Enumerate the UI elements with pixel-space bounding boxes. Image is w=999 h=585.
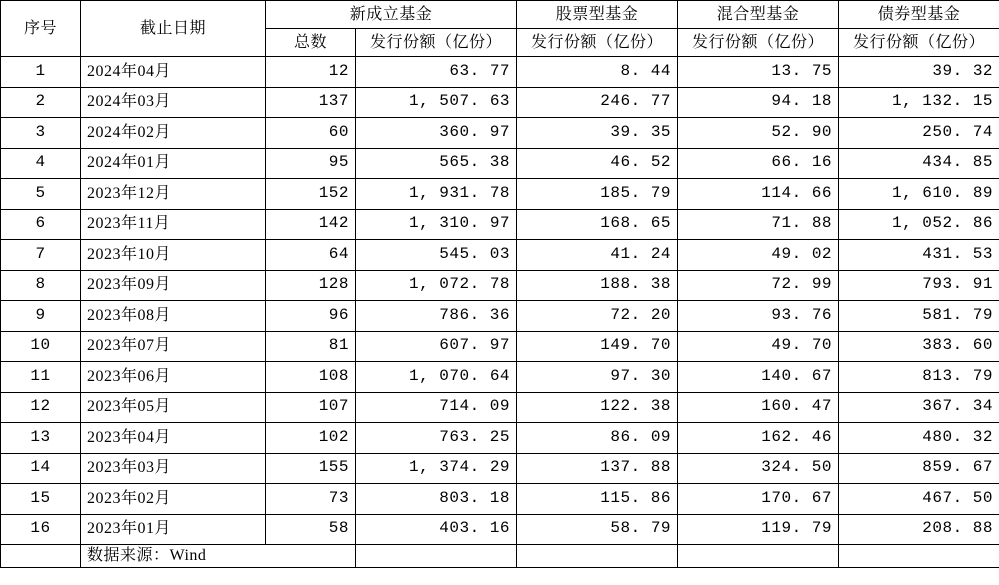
source-blank-3 bbox=[678, 545, 839, 568]
cell-date: 2023年04月 bbox=[81, 423, 266, 454]
cell-new-total: 137 bbox=[266, 87, 356, 118]
header-sub-new-amount: 发行份额（亿份） bbox=[356, 29, 517, 57]
cell-bond-amount: 467. 50 bbox=[839, 484, 999, 515]
cell-mixed-amount: 49. 70 bbox=[678, 331, 839, 362]
cell-mixed-amount: 66. 16 bbox=[678, 148, 839, 179]
cell-stock-amount: 122. 38 bbox=[517, 392, 678, 423]
cell-stock-amount: 39. 35 bbox=[517, 118, 678, 149]
cell-new-total: 108 bbox=[266, 362, 356, 393]
table-row bbox=[1, 453, 999, 484]
cell-bond-amount: 480. 32 bbox=[839, 423, 999, 454]
cell-new-amount: 545. 03 bbox=[356, 240, 517, 271]
cell-stock-amount: 188. 38 bbox=[517, 270, 678, 301]
cell-new-total: 81 bbox=[266, 331, 356, 362]
cell-stock-amount: 137. 88 bbox=[517, 453, 678, 484]
table-row bbox=[1, 179, 999, 210]
cell-new-total: 73 bbox=[266, 484, 356, 515]
cell-new-amount: 1, 070. 64 bbox=[356, 362, 517, 393]
cell-date: 2024年02月 bbox=[81, 118, 266, 149]
cell-new-amount: 1, 072. 78 bbox=[356, 270, 517, 301]
cell-index: 5 bbox=[1, 179, 81, 210]
cell-date: 2023年07月 bbox=[81, 331, 266, 362]
cell-new-total: 60 bbox=[266, 118, 356, 149]
table-row bbox=[1, 57, 999, 88]
cell-stock-amount: 115. 86 bbox=[517, 484, 678, 515]
cell-new-amount: 360. 97 bbox=[356, 118, 517, 149]
cell-bond-amount: 1, 132. 15 bbox=[839, 87, 999, 118]
cell-index: 3 bbox=[1, 118, 81, 149]
cell-date: 2024年03月 bbox=[81, 87, 266, 118]
cell-mixed-amount: 162. 46 bbox=[678, 423, 839, 454]
cell-date: 2023年12月 bbox=[81, 179, 266, 210]
cell-index: 9 bbox=[1, 301, 81, 332]
table-row bbox=[1, 514, 999, 545]
cell-mixed-amount: 93. 76 bbox=[678, 301, 839, 332]
cell-date: 2023年08月 bbox=[81, 301, 266, 332]
cell-mixed-amount: 114. 66 bbox=[678, 179, 839, 210]
header-sub-new-total: 总数 bbox=[266, 29, 356, 57]
table-row bbox=[1, 118, 999, 149]
table-row bbox=[1, 484, 999, 515]
cell-stock-amount: 72. 20 bbox=[517, 301, 678, 332]
cell-stock-amount: 8. 44 bbox=[517, 57, 678, 88]
cell-new-total: 96 bbox=[266, 301, 356, 332]
cell-stock-amount: 168. 65 bbox=[517, 209, 678, 240]
cell-new-total: 64 bbox=[266, 240, 356, 271]
cell-bond-amount: 208. 88 bbox=[839, 514, 999, 545]
cell-new-total: 155 bbox=[266, 453, 356, 484]
header-group-bond-funds: 债券型基金 bbox=[839, 1, 999, 29]
cell-bond-amount: 581. 79 bbox=[839, 301, 999, 332]
cell-mixed-amount: 119. 79 bbox=[678, 514, 839, 545]
cell-index: 8 bbox=[1, 270, 81, 301]
cell-date: 2024年04月 bbox=[81, 57, 266, 88]
cell-new-total: 142 bbox=[266, 209, 356, 240]
table-header bbox=[1, 1, 999, 57]
cell-stock-amount: 86. 09 bbox=[517, 423, 678, 454]
cell-new-amount: 1, 507. 63 bbox=[356, 87, 517, 118]
header-sub-bond-amount: 发行份额（亿份） bbox=[839, 29, 999, 57]
cell-bond-amount: 813. 79 bbox=[839, 362, 999, 393]
source-blank-left bbox=[1, 545, 81, 568]
source-blank-4 bbox=[839, 545, 999, 568]
cell-stock-amount: 97. 30 bbox=[517, 362, 678, 393]
header-row-groups bbox=[1, 1, 999, 29]
table-row bbox=[1, 240, 999, 271]
cell-new-amount: 607. 97 bbox=[356, 331, 517, 362]
table-row bbox=[1, 362, 999, 393]
header-index: 序号 bbox=[1, 1, 81, 57]
cell-date: 2023年03月 bbox=[81, 453, 266, 484]
cell-new-amount: 786. 36 bbox=[356, 301, 517, 332]
cell-index: 12 bbox=[1, 392, 81, 423]
header-group-stock-funds: 股票型基金 bbox=[517, 1, 678, 29]
header-group-mixed-funds: 混合型基金 bbox=[678, 1, 839, 29]
header-sub-stock-amount: 发行份额（亿份） bbox=[517, 29, 678, 57]
cell-index: 2 bbox=[1, 87, 81, 118]
cell-new-total: 128 bbox=[266, 270, 356, 301]
cell-new-total: 58 bbox=[266, 514, 356, 545]
cell-bond-amount: 859. 67 bbox=[839, 453, 999, 484]
source-note: 数据来源：Wind bbox=[81, 545, 356, 568]
cell-stock-amount: 58. 79 bbox=[517, 514, 678, 545]
cell-bond-amount: 367. 34 bbox=[839, 392, 999, 423]
cell-new-amount: 403. 16 bbox=[356, 514, 517, 545]
table-row bbox=[1, 87, 999, 118]
cell-new-amount: 565. 38 bbox=[356, 148, 517, 179]
cell-mixed-amount: 72. 99 bbox=[678, 270, 839, 301]
cell-date: 2023年01月 bbox=[81, 514, 266, 545]
cell-new-amount: 714. 09 bbox=[356, 392, 517, 423]
cell-new-amount: 1, 310. 97 bbox=[356, 209, 517, 240]
cell-date: 2023年10月 bbox=[81, 240, 266, 271]
table-body bbox=[1, 57, 999, 568]
cell-index: 4 bbox=[1, 148, 81, 179]
cell-new-amount: 1, 931. 78 bbox=[356, 179, 517, 210]
source-blank-2 bbox=[517, 545, 678, 568]
table-row bbox=[1, 301, 999, 332]
cell-mixed-amount: 71. 88 bbox=[678, 209, 839, 240]
table-row bbox=[1, 270, 999, 301]
cell-index: 16 bbox=[1, 514, 81, 545]
source-blank-1 bbox=[356, 545, 517, 568]
cell-mixed-amount: 94. 18 bbox=[678, 87, 839, 118]
cell-index: 7 bbox=[1, 240, 81, 271]
cell-mixed-amount: 324. 50 bbox=[678, 453, 839, 484]
cell-date: 2023年09月 bbox=[81, 270, 266, 301]
source-row bbox=[1, 545, 999, 568]
cell-index: 13 bbox=[1, 423, 81, 454]
cell-mixed-amount: 52. 90 bbox=[678, 118, 839, 149]
cell-new-amount: 803. 18 bbox=[356, 484, 517, 515]
cell-index: 10 bbox=[1, 331, 81, 362]
cell-index: 15 bbox=[1, 484, 81, 515]
cell-mixed-amount: 49. 02 bbox=[678, 240, 839, 271]
cell-date: 2024年01月 bbox=[81, 148, 266, 179]
cell-stock-amount: 149. 70 bbox=[517, 331, 678, 362]
cell-mixed-amount: 13. 75 bbox=[678, 57, 839, 88]
table-row bbox=[1, 392, 999, 423]
cell-stock-amount: 246. 77 bbox=[517, 87, 678, 118]
table-row bbox=[1, 148, 999, 179]
header-sub-mixed-amount: 发行份额（亿份） bbox=[678, 29, 839, 57]
cell-index: 1 bbox=[1, 57, 81, 88]
cell-new-total: 95 bbox=[266, 148, 356, 179]
table-row bbox=[1, 209, 999, 240]
cell-new-amount: 763. 25 bbox=[356, 423, 517, 454]
cell-new-total: 107 bbox=[266, 392, 356, 423]
cell-index: 11 bbox=[1, 362, 81, 393]
cell-stock-amount: 46. 52 bbox=[517, 148, 678, 179]
cell-date: 2023年06月 bbox=[81, 362, 266, 393]
cell-bond-amount: 434. 85 bbox=[839, 148, 999, 179]
cell-stock-amount: 185. 79 bbox=[517, 179, 678, 210]
header-date: 截止日期 bbox=[81, 1, 266, 57]
cell-date: 2023年05月 bbox=[81, 392, 266, 423]
cell-index: 14 bbox=[1, 453, 81, 484]
table-row bbox=[1, 423, 999, 454]
cell-stock-amount: 41. 24 bbox=[517, 240, 678, 271]
cell-bond-amount: 1, 052. 86 bbox=[839, 209, 999, 240]
cell-mixed-amount: 140. 67 bbox=[678, 362, 839, 393]
cell-new-total: 102 bbox=[266, 423, 356, 454]
cell-bond-amount: 250. 74 bbox=[839, 118, 999, 149]
cell-bond-amount: 383. 60 bbox=[839, 331, 999, 362]
cell-new-amount: 1, 374. 29 bbox=[356, 453, 517, 484]
cell-new-total: 152 bbox=[266, 179, 356, 210]
cell-bond-amount: 39. 32 bbox=[839, 57, 999, 88]
cell-mixed-amount: 170. 67 bbox=[678, 484, 839, 515]
cell-new-amount: 63. 77 bbox=[356, 57, 517, 88]
header-group-new-funds: 新成立基金 bbox=[266, 1, 517, 29]
cell-mixed-amount: 160. 47 bbox=[678, 392, 839, 423]
cell-date: 2023年11月 bbox=[81, 209, 266, 240]
cell-bond-amount: 1, 610. 89 bbox=[839, 179, 999, 210]
cell-bond-amount: 431. 53 bbox=[839, 240, 999, 271]
cell-index: 6 bbox=[1, 209, 81, 240]
cell-date: 2023年02月 bbox=[81, 484, 266, 515]
cell-new-total: 12 bbox=[266, 57, 356, 88]
cell-bond-amount: 793. 91 bbox=[839, 270, 999, 301]
table-row bbox=[1, 331, 999, 362]
